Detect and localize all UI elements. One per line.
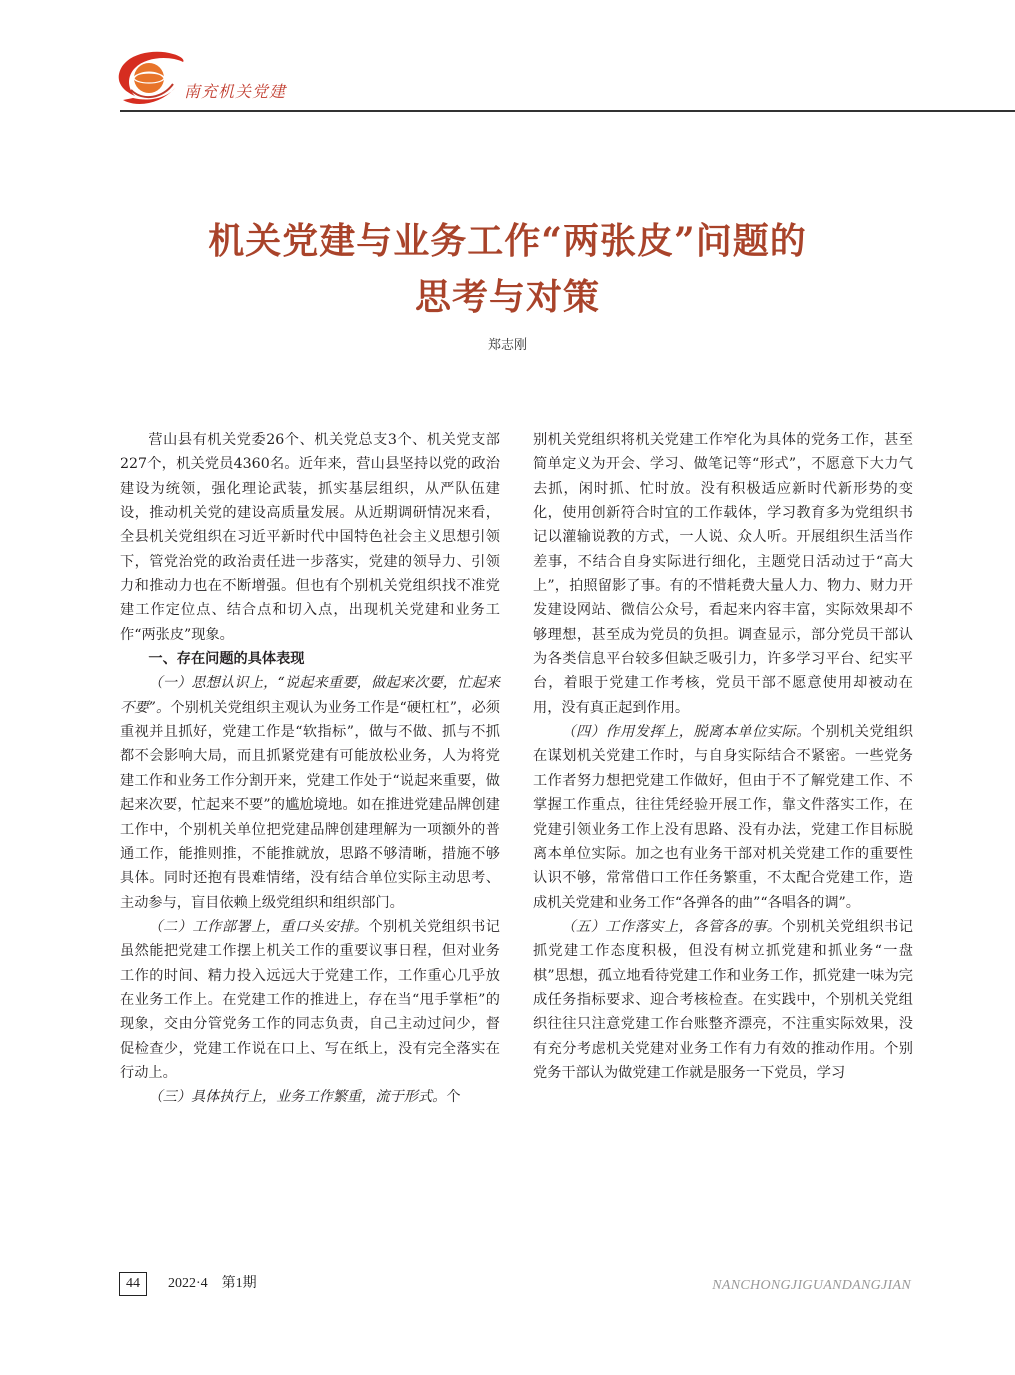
page-header bbox=[0, 0, 1015, 120]
article-title-line-1: 机关党建与业务工作“两张皮”问题的 bbox=[208, 220, 807, 262]
party-logo-icon bbox=[113, 44, 187, 110]
issue-info: 2022·4 第1期 bbox=[168, 1276, 257, 1291]
paragraph: 营山县有机关党委26个、机关党总支3个、机关党支部227个，机关党员4360名。近年来，营山县坚持以党的政治建设为统领，强化理论武装，抓实基层组织，从严队伍建设，推动机关党的建设高质量发展。从近期调研情况来看，全县机关党组织在习近平新时代中国特色社会主义思想引领下，管党治党的政治责任进一步落实，党建的领导力、引领力和推动力也在不断增强。但也有个别机关党组织找不准党建工作定位点、结合点和切入点，出现机关党建和业务工作“两张皮”现象。 bbox=[120, 432, 500, 643]
paragraph-text: 个别机关党组织在谋划机关党建工作时，与自身实际结合不紧密。一些党务工作者努力想把党建工作做好，但由于不了解党建工作、不掌握工作重点，往往凭经验开展工作，靠文件落实工作，在党建引领业务工作上没有思路、没有办法，党建工作目标脱离本单位实际。加之也有业务干部对机关党建工作的重要性认识不够，常常借口工作任务繁重，不太配合党建工作，造成机关党建和业务工作“各弹各的曲”“各唱各的调”。 bbox=[533, 724, 913, 911]
right-column bbox=[533, 428, 913, 1085]
journal-name-english: NANCHONGJIGUANDANGJIAN bbox=[712, 1278, 911, 1293]
header-divider bbox=[120, 110, 1015, 112]
subheading: （五）工作落实上，各管各的事。 bbox=[561, 918, 782, 935]
paragraph-text: 个别机关党组织主观认为业务工作是“硬杠杠”，必须重视并且抓好，党建工作是“软指标”，做与不做、抓与不抓都不会影响大局，而且抓紧党建有可能放松业务，人为将党建工作和业务工作分割开来，党建工作处于“说起来重要，做起来次要，忙起来不要”的尴尬境地。如在推进党建品牌创建工作中，个别机关单位把党建品牌创建理解为一项额外的普通工作，能推则推，不能推就放，思路不够清晰，措施不够具体。同时还抱有畏难情绪，没有结合单位实际主动思考、主动参与，盲目依赖上级党组织和组织部门。 bbox=[120, 699, 500, 911]
subheading: （三）具体执行上，业务工作繁重，流于形式。 bbox=[148, 1089, 447, 1106]
page-footer bbox=[0, 1268, 1015, 1308]
article-title bbox=[0, 213, 1015, 325]
article-author: 郑志刚 bbox=[487, 338, 527, 353]
paragraph bbox=[120, 915, 500, 1085]
paragraph bbox=[120, 1085, 500, 1109]
subheading: （四）作用发挥上，脱离本单位实际。 bbox=[561, 724, 811, 741]
paragraph-text: 个 bbox=[446, 1089, 461, 1106]
subheading: （一）思想认识上，“说起来重要，做起来次要，忙起来不要”。 bbox=[120, 675, 500, 716]
paragraph bbox=[120, 671, 500, 914]
section-heading: 一、存在问题的具体表现 bbox=[148, 651, 305, 668]
paragraph bbox=[533, 720, 913, 915]
magazine-name: 南充机关党建 bbox=[184, 82, 287, 101]
subheading: （二）工作部署上，重口头安排。 bbox=[148, 918, 369, 935]
left-column bbox=[120, 428, 500, 1110]
page-number: 44 bbox=[119, 1272, 147, 1296]
paragraph: 别机关党组织将机关党建工作窄化为具体的党务工作，甚至简单定义为开会、学习、做笔记等“形式”，不愿意下大力气去抓，闲时抓、忙时放。没有积极适应新时代新形势的变化，使用创新符合时宜的工作载体，学习教育多为党组织书记以灌输说教的方式，一人说、众人听。开展组织生活当作差事，不结合自身实际进行细化，主题党日活动过于“高大上”，拍照留影了事。有的不惜耗费大量人力、物力、财力开发建设网站、微信公众号，看起来内容丰富，实际效果却不够理想，甚至成为党员的负担。调查显示，部分党员干部认为各类信息平台较多但缺乏吸引力，许多学习平台、纪实平台，着眼于党建工作考核，党员干部不愿意使用却被动在用，没有真正起到作用。 bbox=[533, 432, 913, 716]
paragraph bbox=[533, 915, 913, 1085]
article-title-line-2: 思考与对策 bbox=[414, 276, 600, 318]
paragraph-text: 个别机关党组织书记虽然能把党建工作摆上机关工作的重要议事日程，但对业务工作的时间、精力投入远远大于党建工作，工作重心几乎放在业务工作上。在党建工作的推进上，存在当“甩手掌柜”的现象，交由分管党务工作的同志负责，自己主动过问少，督促检查少，党建工作说在口上、写在纸上，没有完全落实在行动上。 bbox=[120, 918, 500, 1081]
paragraph-text: 个别机关党组织书记抓党建工作态度积极，但没有树立抓党建和抓业务“一盘棋”思想，孤立地看待党建工作和业务工作，抓党建一味为完成任务指标要求、迎合考核检查。在实践中，个别机关党组织往往只注意党建工作台账整齐漂亮，不注重实际效果，没有充分考虑机关党建对业务工作有力有效的推动作用。个别党务干部认为做党建工作就是服务一下党员，学习 bbox=[533, 918, 913, 1081]
